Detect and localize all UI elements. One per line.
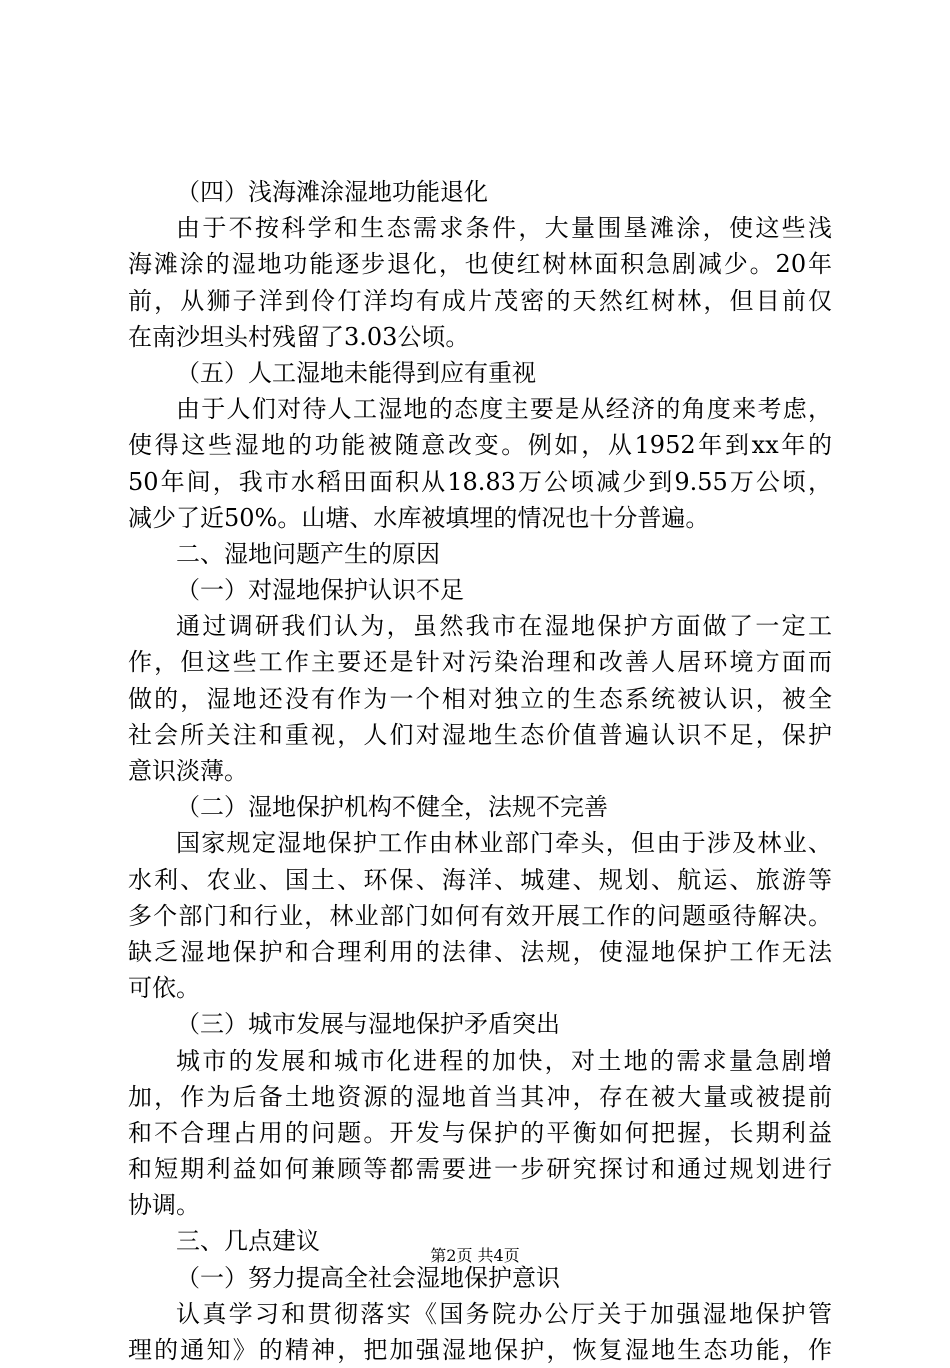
section-heading: 二、湿地问题产生的原因 [176, 539, 440, 568]
paragraph-line: 使得这些湿地的功能被随意改变。例如，从1952年到xx年的 [128, 431, 832, 460]
paragraph-line: 加，作为后备土地资源的湿地首当其冲，存在被大量或被提前 [128, 1082, 832, 1111]
paragraph-line: 作，但这些工作主要还是针对污染治理和改善人居环境方面而 [128, 648, 832, 677]
paragraph-line: 国家规定湿地保护工作由林业部门牵头，但由于涉及林业、 [176, 829, 832, 858]
section-heading: （四）浅海滩涂湿地功能退化 [176, 178, 488, 206]
paragraph-line: 在南沙坦头村残留了3.03公顷。 [128, 322, 470, 351]
paragraph-line: 理的通知》的精神，把加强湿地保护，恢复湿地生态功能，作 [128, 1336, 832, 1364]
paragraph-line: 50年间，我市水稻田面积从18.83万公顷减少到9.55万公顷， [128, 467, 832, 496]
paragraph-line: 减少了近50%。山塘、水库被填埋的情况也十分普遍。 [128, 503, 710, 532]
section-heading: （一）努力提高全社会湿地保护意识 [176, 1263, 560, 1292]
paragraph-line: 通过调研我们认为，虽然我市在湿地保护方面做了一定工 [176, 612, 832, 641]
paragraph-line: 协调。 [128, 1191, 200, 1220]
section-heading: 三、几点建议 [176, 1227, 320, 1256]
paragraph-line: 可依。 [128, 974, 200, 1003]
section-heading: （五）人工湿地未能得到应有重视 [176, 358, 536, 387]
page-footer: 第2页 共4页 [430, 1246, 520, 1265]
paragraph-line: 前，从狮子洋到伶仃洋均有成片茂密的天然红树林，但目前仅 [128, 286, 832, 315]
paragraph-line: 水利、农业、国土、环保、海洋、城建、规划、航运、旅游等 [128, 865, 832, 894]
paragraph-line: 城市的发展和城市化进程的加快，对土地的需求量急剧增 [176, 1046, 832, 1075]
document-body [128, 174, 832, 1368]
paragraph-line: 做的，湿地还没有作为一个相对独立的生态系统被认识，被全 [128, 684, 832, 713]
paragraph-line: 由于不按科学和生态需求条件，大量围垦滩涂，使这些浅 [176, 214, 832, 243]
paragraph-line: 和短期利益如何兼顾等都需要进一步研究探讨和通过规划进行 [128, 1155, 832, 1184]
section-heading: （一）对湿地保护认识不足 [176, 576, 464, 605]
section-heading: （三）城市发展与湿地保护矛盾突出 [176, 1010, 560, 1039]
paragraph-line: 意识淡薄。 [128, 757, 248, 785]
paragraph-line: 由于人们对待人工湿地的态度主要是从经济的角度来考虑， [176, 395, 832, 424]
paragraph-line: 缺乏湿地保护和合理利用的法律、法规，使湿地保护工作无法 [128, 937, 832, 966]
paragraph-line: 海滩涂的湿地功能逐步退化，也使红树林面积急剧减少。20年 [128, 250, 832, 279]
paragraph-line: 认真学习和贯彻落实《国务院办公厅关于加强湿地保护管 [176, 1299, 832, 1328]
paragraph-line: 和不合理占用的问题。开发与保护的平衡如何把握，长期利益 [128, 1118, 832, 1147]
paragraph-line: 多个部门和行业，林业部门如何有效开展工作的问题亟待解决。 [128, 901, 832, 930]
section-heading: （二）湿地保护机构不健全，法规不完善 [176, 793, 608, 822]
paragraph-line: 社会所关注和重视，人们对湿地生态价值普遍认识不足，保护 [128, 720, 832, 749]
